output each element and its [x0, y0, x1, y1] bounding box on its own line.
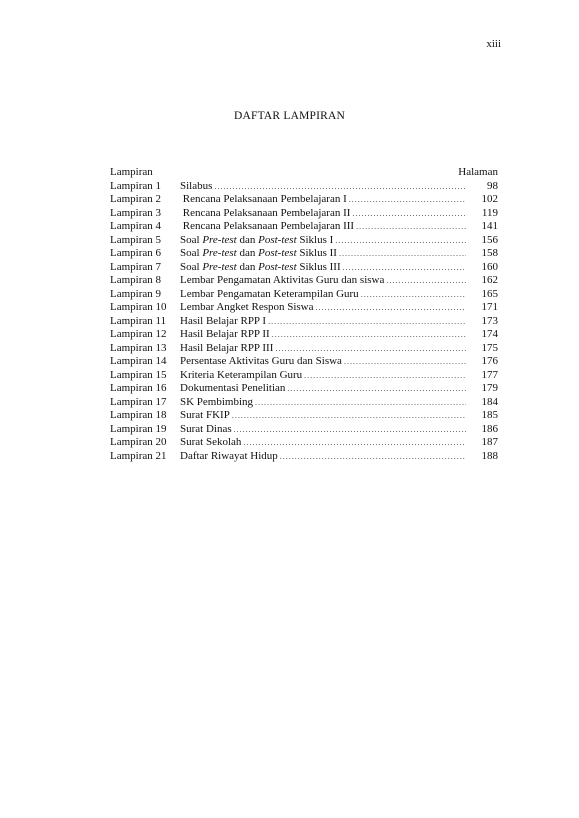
- toc-row-label: Lampiran 6: [110, 247, 162, 259]
- page-title: DAFTAR LAMPIRAN: [233, 110, 346, 122]
- toc-row-title-part: Soal: [180, 260, 203, 273]
- toc-row-title-part: Post-test: [258, 260, 297, 273]
- toc-row-page: 171: [481, 301, 498, 313]
- toc-row-page: 158: [481, 247, 498, 259]
- toc-row-label: Lampiran 13: [110, 341, 167, 354]
- toc-row-leader-dots: [214, 180, 466, 194]
- toc-row-page: 173: [481, 314, 498, 327]
- toc-row-page: 186: [481, 422, 498, 435]
- toc-row-label: Lampiran 15: [110, 368, 167, 381]
- toc-row-label: Lampiran 14: [110, 355, 167, 367]
- toc-row-title-part: Pre-test: [202, 233, 237, 246]
- toc-row-leader-dots: [335, 234, 466, 248]
- toc-row-page: 188: [481, 449, 498, 462]
- toc-row-title-part: Rencana Pelaksanaan Pembelajaran II: [180, 206, 351, 219]
- toc-row-title-part: Soal: [180, 247, 203, 259]
- toc-row-title: [180, 369, 302, 383]
- toc-row-leader-dots: [232, 409, 466, 423]
- toc-row-page: 141: [481, 220, 498, 232]
- toc-row-title-part: Soal: [180, 233, 203, 246]
- toc-row-title: [180, 450, 278, 464]
- toc-row: [110, 436, 498, 450]
- toc-row: [110, 301, 498, 315]
- toc-row-title-part: Siklus III: [296, 260, 341, 273]
- toc-row: [110, 328, 498, 342]
- toc-row-title-part: dan: [236, 260, 259, 273]
- toc-row-title-part: Rencana Pelaksanaan Pembelajaran III: [180, 220, 355, 232]
- toc-row: [110, 180, 498, 194]
- toc-row-leader-dots: [268, 315, 466, 329]
- toc-row-title-part: Lembar Pengamatan Keterampilan Guru: [180, 287, 359, 300]
- toc-row-leader-dots: [304, 369, 466, 383]
- toc-row-title: [180, 423, 232, 437]
- toc-row-title-part: Post-test: [258, 233, 297, 246]
- toc-row-leader-dots: [349, 193, 466, 207]
- toc-row-label: Lampiran 8: [110, 274, 162, 286]
- toc-row-label: Lampiran 2: [110, 193, 162, 205]
- toc-row-label: Lampiran 19: [110, 422, 167, 435]
- page-number: xiii: [486, 38, 501, 50]
- toc-row-title-part: Persentase Aktivitas Guru dan Siswa: [180, 355, 342, 367]
- toc-row-title: [180, 342, 273, 356]
- toc-row-page: 185: [481, 409, 498, 421]
- toc-row-label: Lampiran 7: [110, 260, 162, 273]
- toc-row-title: [180, 180, 212, 194]
- toc-row-title-part: Lembar Angket Respon Siswa: [180, 301, 314, 313]
- toc-row-title-part: Pre-test: [202, 260, 237, 273]
- toc-row-title: [180, 382, 285, 396]
- toc-row-leader-dots: [386, 274, 466, 288]
- toc-row-title-part: Hasil Belajar RPP III: [180, 341, 274, 354]
- toc-row-page: 162: [481, 274, 498, 286]
- toc-row-page: 176: [481, 355, 498, 367]
- toc-rows: [110, 180, 498, 464]
- toc-row-leader-dots: [280, 450, 466, 464]
- toc-row-title: [180, 328, 270, 342]
- toc-row-title: [180, 207, 350, 221]
- toc-row: [110, 369, 498, 383]
- toc-row-title-part: Surat Sekolah: [180, 436, 242, 448]
- toc-row-title-part: Kriteria Keterampilan Guru: [180, 368, 303, 381]
- toc-row-leader-dots: [361, 288, 466, 302]
- toc-row: [110, 342, 498, 356]
- toc-row: [110, 288, 498, 302]
- toc-row-label: Lampiran 21: [110, 449, 167, 462]
- toc-row-label: Lampiran 16: [110, 382, 167, 394]
- toc-row-leader-dots: [272, 328, 466, 342]
- toc-row: [110, 207, 498, 221]
- toc-row-title-part: Siklus II: [296, 247, 337, 259]
- toc-row-title: [180, 409, 230, 423]
- toc-row-title: [180, 261, 341, 275]
- toc-row-title-part: Surat Dinas: [180, 422, 232, 435]
- toc-row: [110, 382, 498, 396]
- toc-row-label: Lampiran 20: [110, 436, 167, 448]
- toc-row: [110, 423, 498, 437]
- toc-row-page: 98: [487, 179, 498, 192]
- toc-row-title: [180, 355, 342, 369]
- toc-row-page: 175: [481, 341, 498, 354]
- toc-row: [110, 409, 498, 423]
- toc-row-page: 187: [481, 436, 498, 448]
- toc-row-title: [180, 234, 333, 248]
- toc-row-title-part: Rencana Pelaksanaan Pembelajaran I: [180, 193, 347, 205]
- toc-row-title-part: Hasil Belajar RPP I: [180, 314, 267, 327]
- toc-row-title: [180, 247, 337, 261]
- toc-row-page: 165: [481, 287, 498, 300]
- toc-row-title-part: dan: [236, 247, 259, 259]
- toc-row-leader-dots: [275, 342, 466, 356]
- toc-row-label: Lampiran 18: [110, 409, 167, 421]
- toc-row-title: [180, 436, 241, 450]
- toc-row-label: Lampiran 12: [110, 328, 167, 340]
- toc-row-leader-dots: [339, 247, 466, 261]
- toc-row-title-part: SK Pembimbing: [180, 395, 254, 408]
- toc-row-leader-dots: [243, 436, 466, 450]
- toc-row-title: [180, 193, 347, 207]
- toc-row-label: Lampiran 3: [110, 206, 162, 219]
- toc-row: [110, 193, 498, 207]
- toc-row: [110, 396, 498, 410]
- toc-row: [110, 274, 498, 288]
- toc-row: [110, 247, 498, 261]
- toc-row-label: Lampiran 10: [110, 301, 167, 313]
- table-of-appendices: [110, 166, 498, 463]
- toc-row: [110, 261, 498, 275]
- toc-row: [110, 234, 498, 248]
- toc-row-title-part: Post-test: [258, 247, 297, 259]
- toc-row-title-part: Daftar Riwayat Hidup: [180, 449, 278, 462]
- toc-row-page: 119: [481, 206, 498, 219]
- toc-row-title-part: Dokumentasi Penelitian: [180, 382, 286, 394]
- toc-row-page: 179: [481, 382, 498, 394]
- toc-row: [110, 315, 498, 329]
- toc-row: [110, 355, 498, 369]
- toc-row-title-part: Lembar Pengamatan Aktivitas Guru dan siswa: [180, 274, 385, 286]
- toc-row-page: 184: [481, 395, 498, 408]
- toc-row-leader-dots: [255, 396, 466, 410]
- toc-row-leader-dots: [316, 301, 466, 315]
- toc-row: [110, 450, 498, 464]
- toc-row-leader-dots: [344, 355, 466, 369]
- toc-row-title-part: Surat FKIP: [180, 409, 230, 421]
- toc-row-title: [180, 288, 359, 302]
- toc-row-label: Lampiran 5: [110, 233, 162, 246]
- toc-row-title-part: Silabus: [180, 179, 213, 192]
- toc-row-leader-dots: [287, 382, 466, 396]
- toc-row-title: [180, 220, 354, 234]
- toc-row-page: 160: [481, 260, 498, 273]
- toc-row-title: [180, 315, 266, 329]
- toc-row-title-part: Hasil Belajar RPP II: [180, 328, 270, 340]
- toc-row-title: [180, 274, 384, 288]
- toc-row-title-part: Pre-test: [202, 247, 237, 259]
- toc-row: [110, 220, 498, 234]
- toc-row-leader-dots: [234, 423, 466, 437]
- toc-row-label: Lampiran 1: [110, 179, 162, 192]
- toc-row-title-part: dan: [236, 233, 259, 246]
- toc-header-label: Lampiran: [110, 166, 153, 178]
- toc-row-page: 174: [481, 328, 498, 340]
- toc-row-title: [180, 301, 314, 315]
- toc-row-leader-dots: [356, 220, 466, 234]
- toc-header: [110, 166, 498, 180]
- toc-row-label: Lampiran 4: [110, 220, 162, 232]
- toc-row-label: Lampiran 9: [110, 287, 162, 300]
- toc-row-leader-dots: [352, 207, 466, 221]
- toc-row-label: Lampiran 11: [110, 314, 167, 327]
- toc-row-title-part: Siklus I: [296, 233, 334, 246]
- toc-row-page: 177: [481, 368, 498, 381]
- toc-header-page: Halaman: [458, 166, 498, 178]
- toc-row-page: 102: [481, 193, 498, 205]
- toc-row-leader-dots: [343, 261, 466, 275]
- toc-row-title: [180, 396, 253, 410]
- toc-row-label: Lampiran 17: [110, 395, 167, 408]
- toc-row-page: 156: [481, 233, 498, 246]
